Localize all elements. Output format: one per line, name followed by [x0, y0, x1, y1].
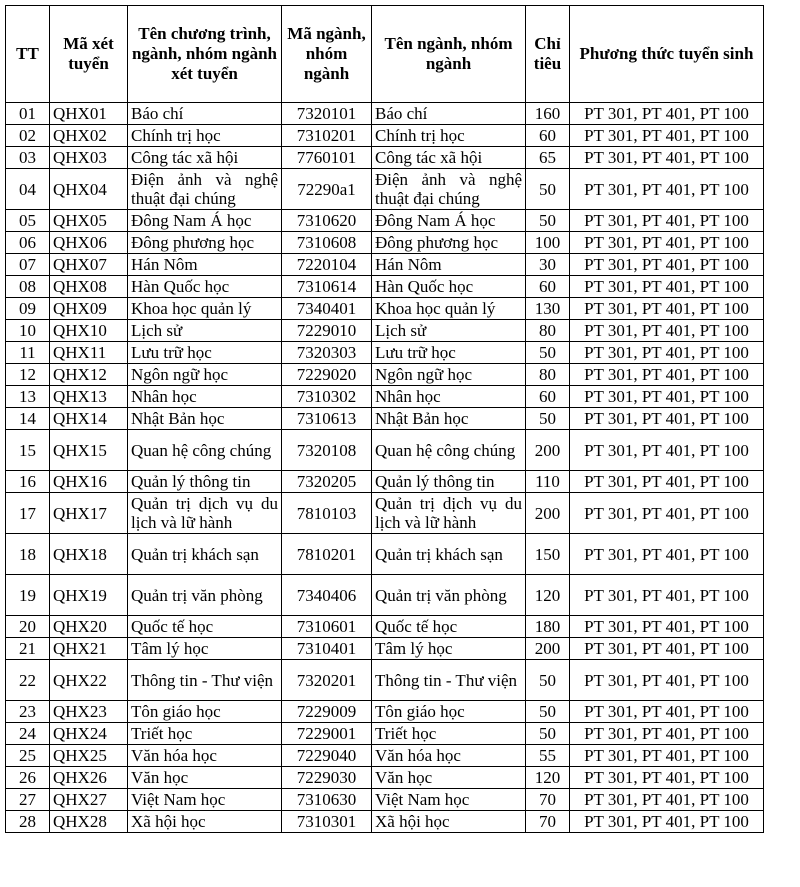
row-admission-method: PT 301, PT 401, PT 100: [570, 789, 764, 811]
row-program-name: Quốc tế học: [128, 616, 282, 638]
row-admission-code: QHX20: [50, 616, 128, 638]
row-tt: 08: [6, 276, 50, 298]
row-admission-method: PT 301, PT 401, PT 100: [570, 169, 764, 210]
row-major-name: Quản trị dịch vụ du lịch và lữ hành: [372, 493, 526, 534]
row-program-name: Nhân học: [128, 386, 282, 408]
row-admission-method: PT 301, PT 401, PT 100: [570, 254, 764, 276]
row-admission-code: QHX26: [50, 767, 128, 789]
header-row: [6, 6, 764, 103]
row-program-name: Tâm lý học: [128, 638, 282, 660]
row-admission-code: QHX07: [50, 254, 128, 276]
row-tt: 17: [6, 493, 50, 534]
row-admission-method: PT 301, PT 401, PT 100: [570, 471, 764, 493]
row-admission-code: QHX28: [50, 811, 128, 833]
row-admission-method: PT 301, PT 401, PT 100: [570, 616, 764, 638]
row-tt: 10: [6, 320, 50, 342]
row-major-code: 7310613: [282, 408, 372, 430]
row-major-code: 7310301: [282, 811, 372, 833]
row-major-name: Đông Nam Á học: [372, 210, 526, 232]
row-program-name: Quan hệ công chúng: [128, 430, 282, 471]
row-program-name: Lưu trữ học: [128, 342, 282, 364]
row-tt: 16: [6, 471, 50, 493]
row-admission-code: QHX05: [50, 210, 128, 232]
row-program-name: Văn học: [128, 767, 282, 789]
row-admission-code: QHX27: [50, 789, 128, 811]
table-row: [6, 210, 764, 232]
row-major-code: 7340406: [282, 575, 372, 616]
row-admission-method: PT 301, PT 401, PT 100: [570, 408, 764, 430]
row-major-code: 7229010: [282, 320, 372, 342]
row-tt: 11: [6, 342, 50, 364]
row-tt: 15: [6, 430, 50, 471]
row-quota: 80: [526, 364, 570, 386]
row-major-name: Quản lý thông tin: [372, 471, 526, 493]
row-program-name: Quản lý thông tin: [128, 471, 282, 493]
row-admission-method: PT 301, PT 401, PT 100: [570, 386, 764, 408]
row-admission-method: PT 301, PT 401, PT 100: [570, 147, 764, 169]
row-major-name: Điện ảnh và nghệ thuật đại chúng: [372, 169, 526, 210]
row-program-name: Văn hóa học: [128, 745, 282, 767]
row-quota: 30: [526, 254, 570, 276]
row-major-name: Ngôn ngữ học: [372, 364, 526, 386]
row-admission-method: PT 301, PT 401, PT 100: [570, 534, 764, 575]
row-major-code: 7310630: [282, 789, 372, 811]
row-tt: 05: [6, 210, 50, 232]
row-program-name: Xã hội học: [128, 811, 282, 833]
row-quota: 200: [526, 638, 570, 660]
row-program-name: Quản trị văn phòng: [128, 575, 282, 616]
row-program-name: Nhật Bản học: [128, 408, 282, 430]
table-row: [6, 767, 764, 789]
row-quota: 130: [526, 298, 570, 320]
header-admission-code: Mã xét tuyển: [50, 6, 128, 103]
row-major-name: Quản trị khách sạn: [372, 534, 526, 575]
table-row: [6, 534, 764, 575]
table-row: [6, 320, 764, 342]
row-program-name: Chính trị học: [128, 125, 282, 147]
row-tt: 14: [6, 408, 50, 430]
row-admission-code: QHX06: [50, 232, 128, 254]
row-program-name: Báo chí: [128, 103, 282, 125]
row-tt: 01: [6, 103, 50, 125]
row-admission-code: QHX25: [50, 745, 128, 767]
row-major-code: 7320303: [282, 342, 372, 364]
row-program-name: Hán Nôm: [128, 254, 282, 276]
row-major-name: Hàn Quốc học: [372, 276, 526, 298]
row-program-name: Quản trị khách sạn: [128, 534, 282, 575]
table-row: [6, 147, 764, 169]
table-row: [6, 276, 764, 298]
row-quota: 50: [526, 701, 570, 723]
row-admission-method: PT 301, PT 401, PT 100: [570, 298, 764, 320]
row-program-name: Đông Nam Á học: [128, 210, 282, 232]
table-row: [6, 103, 764, 125]
row-admission-method: PT 301, PT 401, PT 100: [570, 745, 764, 767]
row-admission-method: PT 301, PT 401, PT 100: [570, 232, 764, 254]
row-admission-code: QHX17: [50, 493, 128, 534]
header-tt: TT: [6, 6, 50, 103]
row-admission-code: QHX24: [50, 723, 128, 745]
row-major-name: Quốc tế học: [372, 616, 526, 638]
row-tt: 04: [6, 169, 50, 210]
row-admission-code: QHX01: [50, 103, 128, 125]
row-major-name: Lưu trữ học: [372, 342, 526, 364]
row-major-name: Triết học: [372, 723, 526, 745]
row-admission-method: PT 301, PT 401, PT 100: [570, 125, 764, 147]
row-quota: 50: [526, 169, 570, 210]
row-quota: 50: [526, 210, 570, 232]
row-major-code: 7320108: [282, 430, 372, 471]
table-row: [6, 723, 764, 745]
row-tt: 28: [6, 811, 50, 833]
row-program-name: Tôn giáo học: [128, 701, 282, 723]
row-quota: 65: [526, 147, 570, 169]
table-row: [6, 471, 764, 493]
row-major-code: 7229020: [282, 364, 372, 386]
row-major-name: Văn hóa học: [372, 745, 526, 767]
row-admission-code: QHX18: [50, 534, 128, 575]
row-tt: 03: [6, 147, 50, 169]
table-row: [6, 386, 764, 408]
row-major-name: Báo chí: [372, 103, 526, 125]
table-row: [6, 125, 764, 147]
row-tt: 12: [6, 364, 50, 386]
row-tt: 02: [6, 125, 50, 147]
row-quota: 50: [526, 660, 570, 701]
row-major-code: 7229001: [282, 723, 372, 745]
row-tt: 21: [6, 638, 50, 660]
row-quota: 70: [526, 789, 570, 811]
row-major-code: 7320201: [282, 660, 372, 701]
row-admission-code: QHX16: [50, 471, 128, 493]
row-quota: 60: [526, 125, 570, 147]
row-admission-method: PT 301, PT 401, PT 100: [570, 430, 764, 471]
row-major-code: 7310201: [282, 125, 372, 147]
row-admission-code: QHX23: [50, 701, 128, 723]
row-admission-code: QHX13: [50, 386, 128, 408]
table-row: [6, 660, 764, 701]
row-quota: 110: [526, 471, 570, 493]
row-admission-code: QHX19: [50, 575, 128, 616]
row-program-name: Khoa học quản lý: [128, 298, 282, 320]
row-quota: 120: [526, 767, 570, 789]
row-admission-method: PT 301, PT 401, PT 100: [570, 103, 764, 125]
row-major-code: 7229009: [282, 701, 372, 723]
row-admission-method: PT 301, PT 401, PT 100: [570, 660, 764, 701]
table-row: [6, 169, 764, 210]
row-quota: 120: [526, 575, 570, 616]
row-major-code: 7340401: [282, 298, 372, 320]
row-major-name: Nhật Bản học: [372, 408, 526, 430]
row-quota: 50: [526, 342, 570, 364]
row-tt: 25: [6, 745, 50, 767]
row-admission-method: PT 301, PT 401, PT 100: [570, 364, 764, 386]
row-major-code: 7310601: [282, 616, 372, 638]
header-program-name: Tên chương trình, ngành, nhóm ngành xét tuyển: [128, 6, 282, 103]
row-quota: 100: [526, 232, 570, 254]
row-admission-method: PT 301, PT 401, PT 100: [570, 210, 764, 232]
row-major-name: Văn học: [372, 767, 526, 789]
row-major-code: 7310620: [282, 210, 372, 232]
table-row: [6, 430, 764, 471]
row-admission-code: QHX11: [50, 342, 128, 364]
row-major-code: 7320101: [282, 103, 372, 125]
row-major-name: Quan hệ công chúng: [372, 430, 526, 471]
row-major-name: Thông tin - Thư viện: [372, 660, 526, 701]
row-program-name: Điện ảnh và nghệ thuật đại chúng: [128, 169, 282, 210]
row-admission-method: PT 301, PT 401, PT 100: [570, 767, 764, 789]
row-admission-code: QHX02: [50, 125, 128, 147]
header-major-code: Mã ngành, nhóm ngành: [282, 6, 372, 103]
row-major-code: 7310401: [282, 638, 372, 660]
table-row: [6, 616, 764, 638]
admissions-table-wrapper: [5, 5, 764, 833]
row-major-code: 7810201: [282, 534, 372, 575]
row-program-name: Việt Nam học: [128, 789, 282, 811]
row-tt: 13: [6, 386, 50, 408]
row-major-code: 7760101: [282, 147, 372, 169]
row-program-name: Đông phương học: [128, 232, 282, 254]
row-admission-code: QHX14: [50, 408, 128, 430]
row-major-name: Hán Nôm: [372, 254, 526, 276]
table-row: [6, 575, 764, 616]
row-admission-method: PT 301, PT 401, PT 100: [570, 493, 764, 534]
row-quota: 70: [526, 811, 570, 833]
row-major-name: Chính trị học: [372, 125, 526, 147]
row-tt: 07: [6, 254, 50, 276]
row-quota: 180: [526, 616, 570, 638]
table-row: [6, 745, 764, 767]
table-row: [6, 298, 764, 320]
table-row: [6, 811, 764, 833]
row-program-name: Ngôn ngữ học: [128, 364, 282, 386]
row-major-name: Tâm lý học: [372, 638, 526, 660]
row-quota: 200: [526, 430, 570, 471]
table-row: [6, 638, 764, 660]
row-quota: 160: [526, 103, 570, 125]
row-admission-code: QHX10: [50, 320, 128, 342]
row-admission-method: PT 301, PT 401, PT 100: [570, 811, 764, 833]
row-tt: 20: [6, 616, 50, 638]
row-program-name: Công tác xã hội: [128, 147, 282, 169]
row-major-code: 7310608: [282, 232, 372, 254]
row-program-name: Hàn Quốc học: [128, 276, 282, 298]
admissions-table: [5, 5, 764, 833]
row-admission-method: PT 301, PT 401, PT 100: [570, 320, 764, 342]
row-major-code: 7320205: [282, 471, 372, 493]
row-quota: 150: [526, 534, 570, 575]
row-tt: 24: [6, 723, 50, 745]
row-admission-method: PT 301, PT 401, PT 100: [570, 575, 764, 616]
row-tt: 06: [6, 232, 50, 254]
row-major-code: 72290a1: [282, 169, 372, 210]
row-tt: 09: [6, 298, 50, 320]
row-quota: 60: [526, 386, 570, 408]
row-tt: 23: [6, 701, 50, 723]
row-program-name: Triết học: [128, 723, 282, 745]
row-quota: 80: [526, 320, 570, 342]
row-program-name: Thông tin - Thư viện: [128, 660, 282, 701]
row-quota: 55: [526, 745, 570, 767]
row-major-name: Lịch sử: [372, 320, 526, 342]
row-admission-method: PT 301, PT 401, PT 100: [570, 342, 764, 364]
row-quota: 60: [526, 276, 570, 298]
table-row: [6, 254, 764, 276]
row-major-name: Tôn giáo học: [372, 701, 526, 723]
row-major-code: 7310614: [282, 276, 372, 298]
row-major-code: 7810103: [282, 493, 372, 534]
row-major-code: 7229030: [282, 767, 372, 789]
row-admission-method: PT 301, PT 401, PT 100: [570, 701, 764, 723]
row-admission-code: QHX22: [50, 660, 128, 701]
row-program-name: Lịch sử: [128, 320, 282, 342]
table-row: [6, 789, 764, 811]
row-admission-code: QHX21: [50, 638, 128, 660]
table-body: [6, 103, 764, 833]
row-major-code: 7229040: [282, 745, 372, 767]
header-major-name: Tên ngành, nhóm ngành: [372, 6, 526, 103]
row-admission-code: QHX12: [50, 364, 128, 386]
row-major-name: Việt Nam học: [372, 789, 526, 811]
row-tt: 19: [6, 575, 50, 616]
row-tt: 22: [6, 660, 50, 701]
row-major-name: Xã hội học: [372, 811, 526, 833]
row-major-code: 7220104: [282, 254, 372, 276]
table-row: [6, 493, 764, 534]
row-tt: 18: [6, 534, 50, 575]
table-row: [6, 364, 764, 386]
row-major-name: Quản trị văn phòng: [372, 575, 526, 616]
row-major-name: Nhân học: [372, 386, 526, 408]
row-quota: 50: [526, 408, 570, 430]
row-quota: 50: [526, 723, 570, 745]
row-admission-code: QHX15: [50, 430, 128, 471]
row-major-name: Khoa học quản lý: [372, 298, 526, 320]
row-program-name: Quản trị dịch vụ du lịch và lữ hành: [128, 493, 282, 534]
table-row: [6, 342, 764, 364]
row-admission-code: QHX09: [50, 298, 128, 320]
table-row: [6, 701, 764, 723]
header-quota: Chỉ tiêu: [526, 6, 570, 103]
row-admission-code: QHX04: [50, 169, 128, 210]
row-admission-code: QHX08: [50, 276, 128, 298]
table-row: [6, 232, 764, 254]
row-admission-method: PT 301, PT 401, PT 100: [570, 276, 764, 298]
row-quota: 200: [526, 493, 570, 534]
row-tt: 27: [6, 789, 50, 811]
table-row: [6, 408, 764, 430]
row-major-name: Công tác xã hội: [372, 147, 526, 169]
row-admission-method: PT 301, PT 401, PT 100: [570, 723, 764, 745]
row-tt: 26: [6, 767, 50, 789]
row-admission-code: QHX03: [50, 147, 128, 169]
header-admission-method: Phương thức tuyển sinh: [570, 6, 764, 103]
row-major-name: Đông phương học: [372, 232, 526, 254]
row-major-code: 7310302: [282, 386, 372, 408]
row-admission-method: PT 301, PT 401, PT 100: [570, 638, 764, 660]
